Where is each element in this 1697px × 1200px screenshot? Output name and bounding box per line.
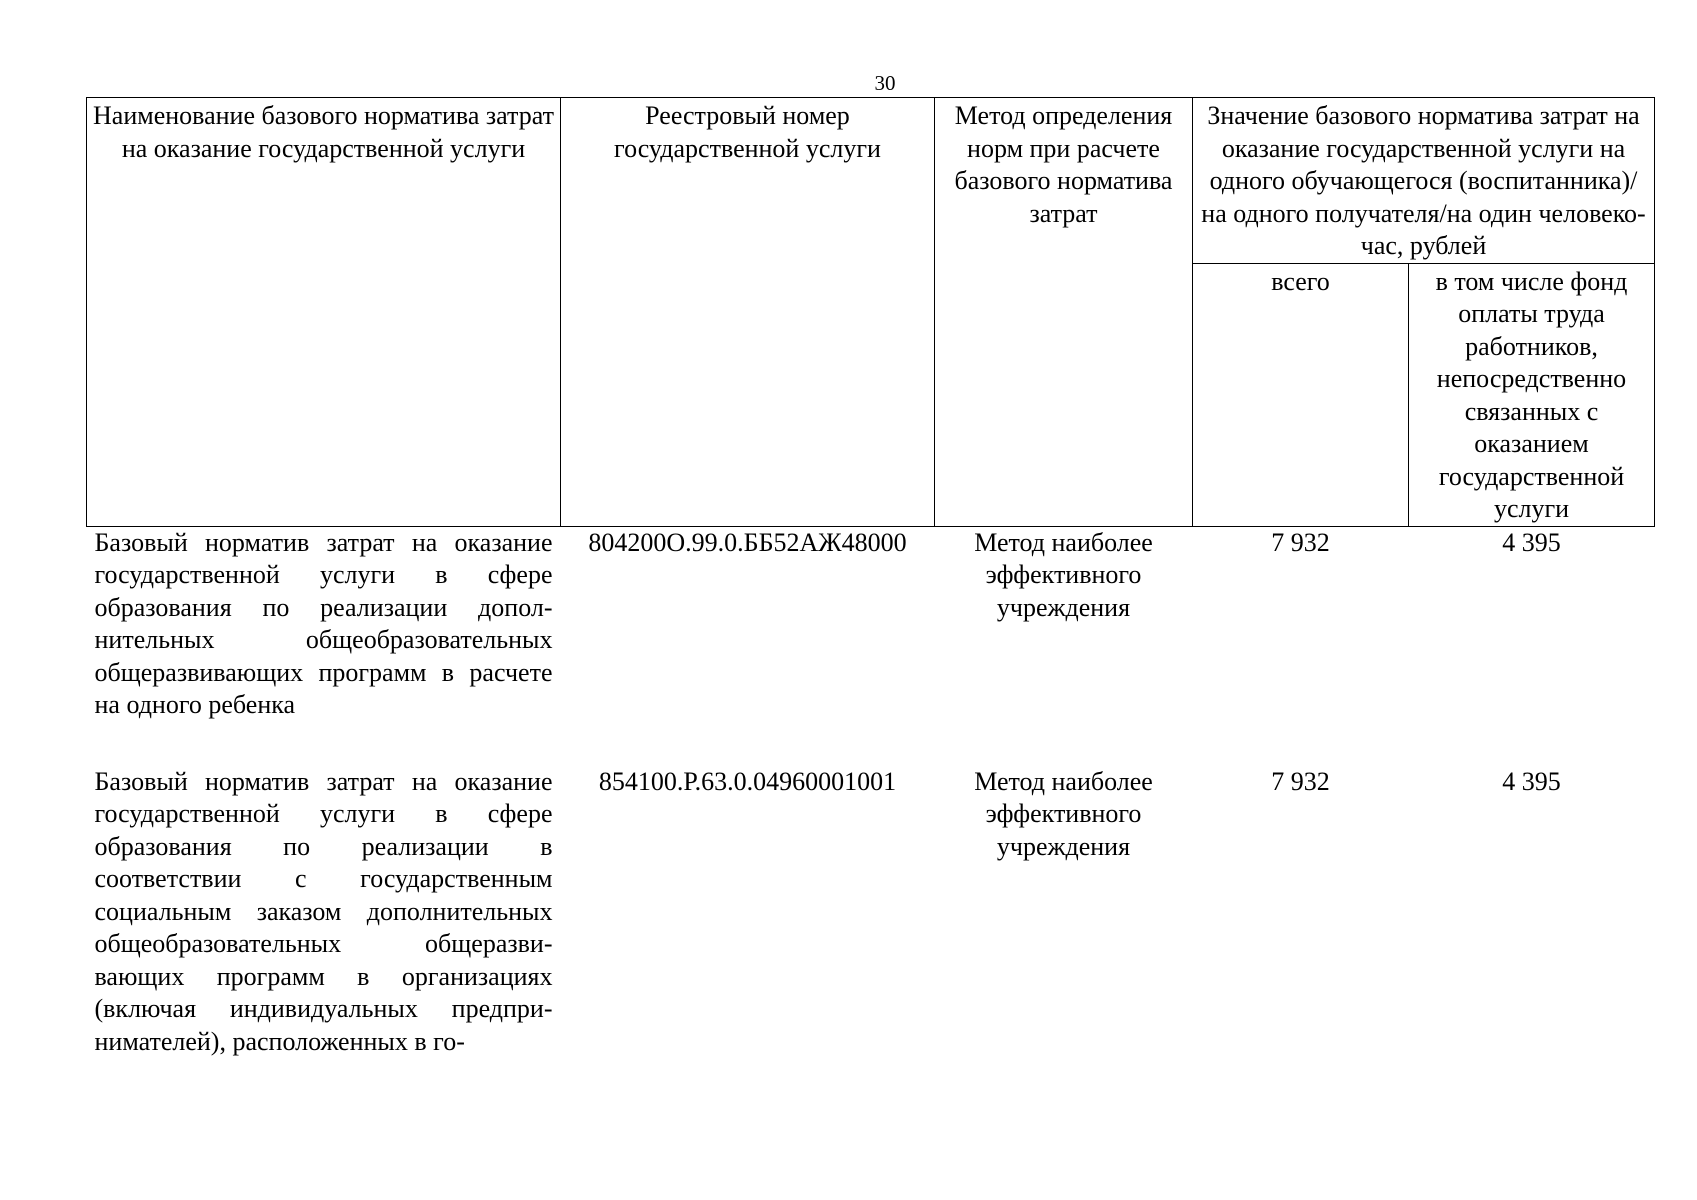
header-total: всего bbox=[1193, 263, 1409, 526]
page-number: 30 bbox=[874, 71, 896, 95]
table-row bbox=[87, 526, 1655, 766]
row-total: 7 932 bbox=[1271, 527, 1330, 557]
header-method: Метод определения норм при расчете базового норматива затрат bbox=[935, 98, 1193, 527]
row-name: Базовый норматив затрат на оказание государственной услуги в сфере образования по реализации дополнительных общеобразовательных общеразвивающих программ в расчете на одного ребенка bbox=[94, 527, 553, 719]
table-row bbox=[87, 766, 1655, 1059]
norms-table bbox=[86, 97, 1655, 1058]
row-method: Метод наиболее эффективного учреждения bbox=[974, 766, 1153, 861]
table-body bbox=[87, 526, 1655, 1058]
row-total: 7 932 bbox=[1271, 766, 1330, 796]
table-header bbox=[87, 98, 1655, 527]
row-name: Базовый норматив затрат на оказание государственной услуги в сфере образования по реализации в соответствии с государственным социальным заказом дополнительных общеобразовательных общеразвивающих программ в организациях (включая индивидуальных предпринимателей), расположенных в го- bbox=[94, 766, 553, 1056]
header-name: Наименование базового норматива затрат на оказание государственной услуги bbox=[87, 98, 561, 527]
norms-table-container bbox=[86, 97, 1654, 1058]
header-payroll: в том числе фонд оплаты труда работников, непосредственно связанных с оказанием государственной услуги bbox=[1409, 263, 1655, 526]
header-value-group: Значение базового норматива затрат на оказание государственной услуги на одного обучающегося (воспитанника)/на одного получателя/на один человеко-час, рублей bbox=[1193, 98, 1655, 264]
row-registry-number: 854100.Р.63.0.04960001001 bbox=[598, 766, 897, 796]
row-registry-number: 804200О.99.0.ББ52АЖ48000 bbox=[588, 527, 907, 557]
header-row-1 bbox=[87, 98, 1655, 264]
header-registry-number: Реестровый номер государственной услуги bbox=[561, 98, 935, 527]
row-payroll: 4 395 bbox=[1502, 766, 1561, 796]
row-method: Метод наиболее эффективного учреждения bbox=[974, 527, 1153, 622]
row-payroll: 4 395 bbox=[1502, 527, 1561, 557]
